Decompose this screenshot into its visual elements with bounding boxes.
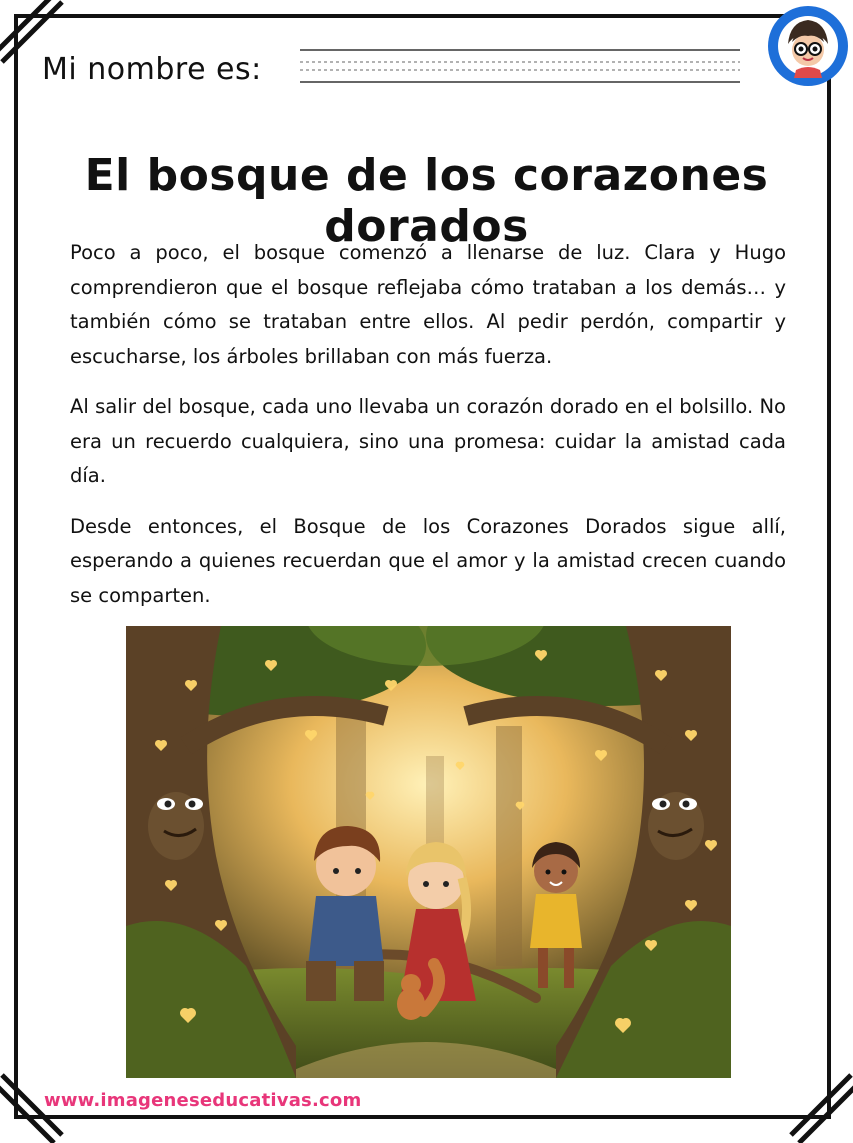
footer-website-link[interactable]: www.imageneseducativas.com: [44, 1090, 362, 1111]
forest-illustration: [126, 626, 731, 1078]
site-logo: [766, 4, 850, 88]
story-paragraph: Desde entonces, el Bosque de los Corazones Dorados sigue allí, esperando a quienes recuerdan que el amor y la amistad crecen cuando se comparten.: [70, 514, 786, 607]
story-paragraph: Poco a poco, el bosque comenzó a llenarse de luz. Clara y Hugo comprendieron que el bosque reflejaba cómo trataban a los demás… y también cómo se trataban entre ellos. Al pedir perdón, compartir y escucharse, los árboles brillaban con más fuerza.: [70, 241, 786, 368]
name-writing-lines[interactable]: [300, 46, 740, 86]
story-paragraph: Al salir del bosque, cada uno llevaba un corazón dorado en el bolsillo. No era un recuerdo cualquiera, sino una promesa: cuidar la amistad cada día.: [70, 395, 786, 487]
name-label: Mi nombre es:: [42, 52, 262, 87]
story-title: El bosque de los corazones dorados: [84, 150, 769, 252]
story-body: [70, 236, 786, 629]
